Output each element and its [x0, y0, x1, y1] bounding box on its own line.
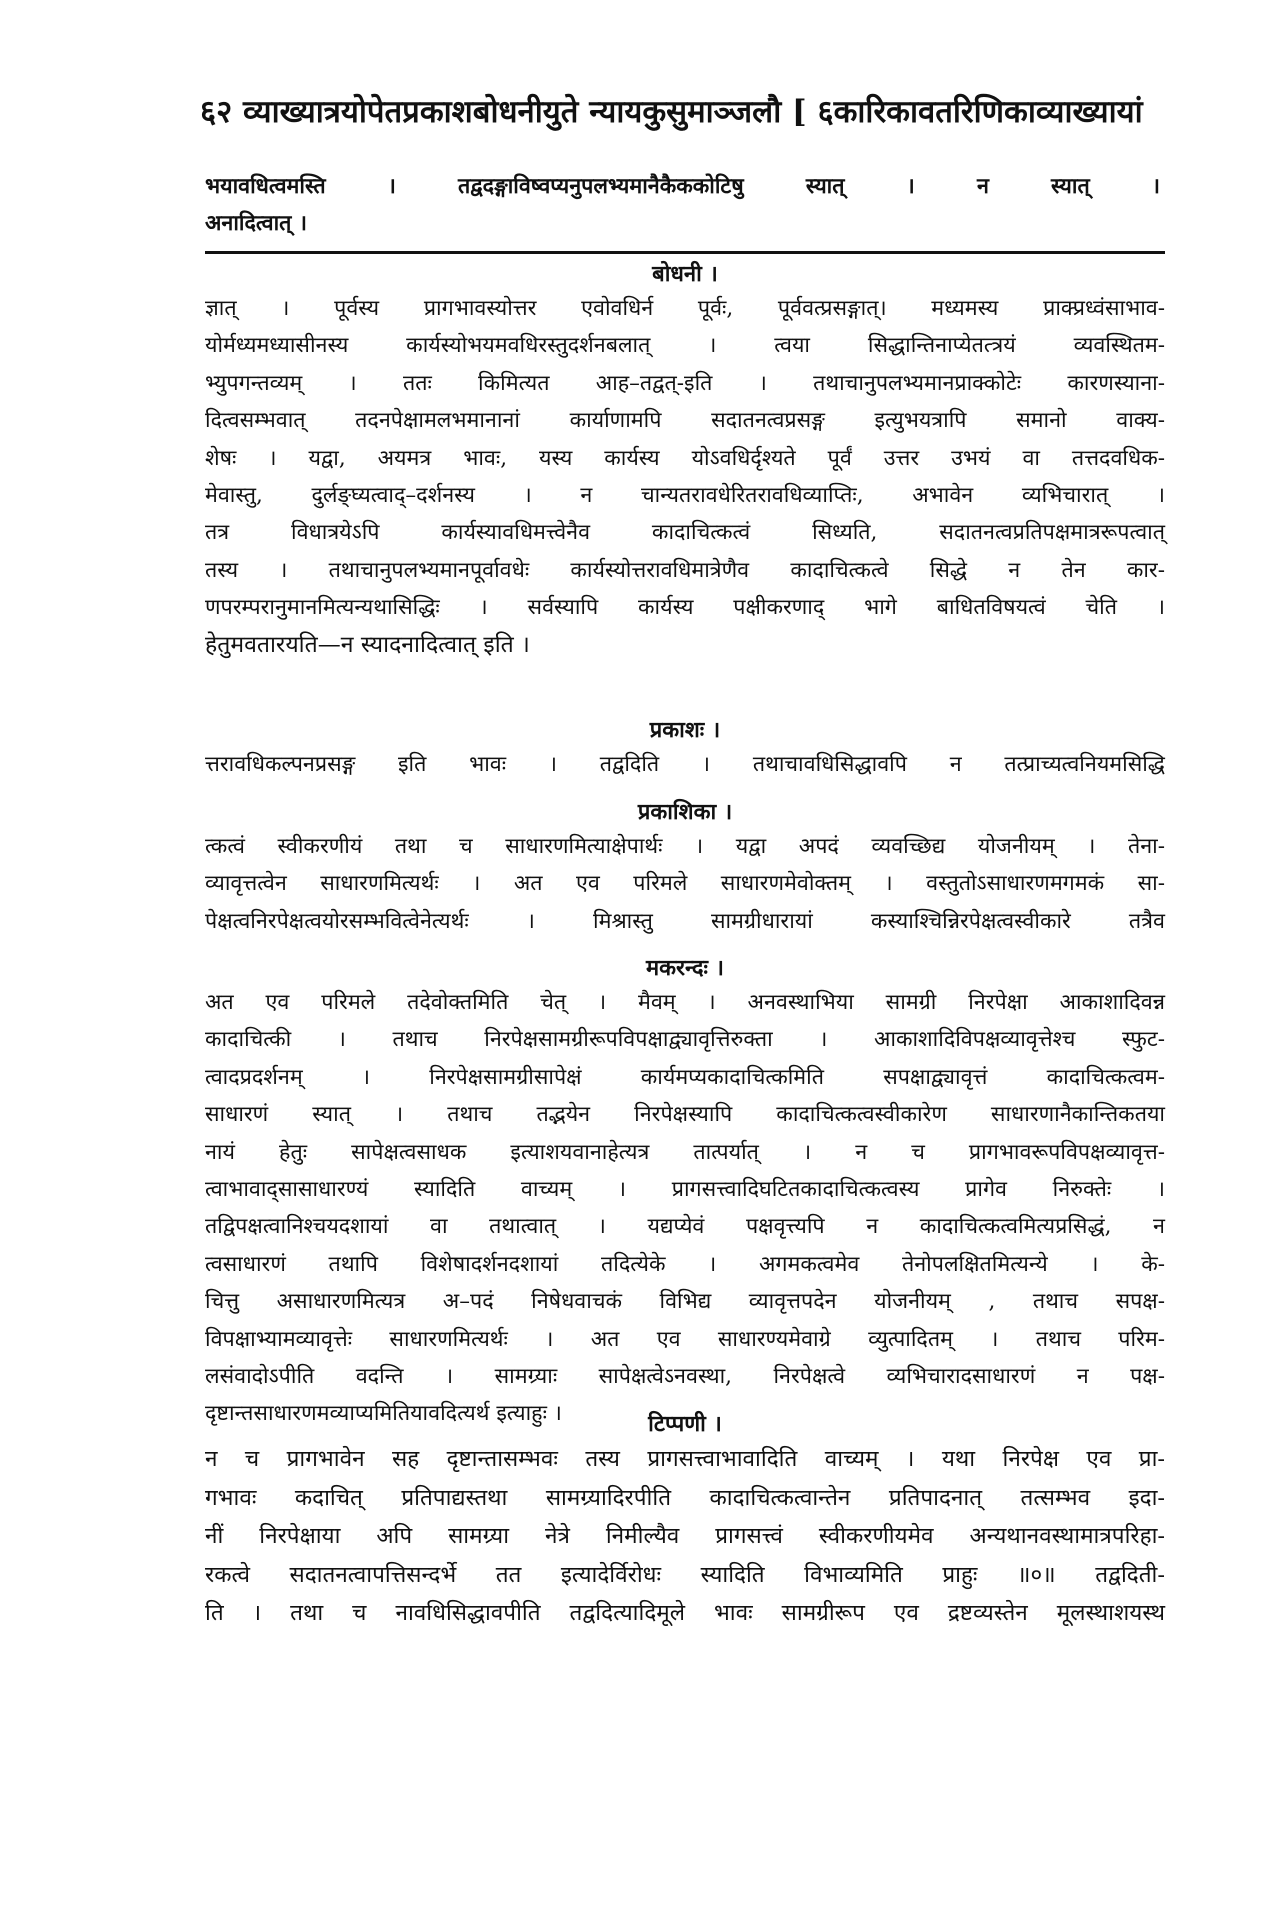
text-line: भ्युपगन्तव्यम् । ततः किमित्यत आह–तद्वत्-इति । तथाचानुपलभ्यमानप्राक्कोटेः कारणस्याना- [205, 370, 1165, 396]
text-line: तत्र विधात्रयेऽपि कार्यस्यावधिमत्त्वेनैव कादाचित्कत्वं सिध्यति, सदातनत्वप्रतिपक्षमात्ररूपत्वात् [205, 520, 1165, 546]
text-line: न च प्रागभावेन सह दृष्टान्तासम्भवः तस्य प्रागसत्त्वाभावादिति वाच्यम् । यथा निरपेक्ष एव प्रा- [205, 1446, 1165, 1472]
text-line: रकत्वे सदातनत्वापत्तिसन्दर्भे तत इत्यादेर्विरोधः स्यादिति विभाव्यमिति प्राहुः ॥०॥ तद्वदिती- [205, 1561, 1165, 1588]
section-heading: प्रकाशः । [649, 717, 721, 743]
section-prakashika [205, 796, 1165, 940]
text-line: नीं निरपेक्षाया अपि सामग्र्या नेत्रे निमील्यैव प्रागसत्त्वं स्वीकरणीयमेव अन्यथानवस्थामात्रपरिहा- [205, 1523, 1165, 1549]
text-line: दित्वसम्भवात् तदनपेक्षामलभमानानां कार्याणामपि सदातनत्वप्रसङ्ग इत्युभयत्रापि समानो वाक्य- [205, 408, 1165, 434]
text-line: त्वसाधारणं तथापि विशेषादर्शनदशायां तदित्येके । अगमकत्वमेव तेनोपलक्षितमित्यन्ये । के- [205, 1251, 1165, 1277]
mula-text [205, 168, 1160, 243]
section-heading: टिप्पणी । [648, 1411, 722, 1437]
text-line: त्तरावधिकल्पनप्रसङ्ग इति भावः । तद्वदिति । तथाचावधिसिद्धावपि न तत्प्राच्यत्वनियमसिद्धि [205, 752, 1165, 777]
text-line: णपरम्परानुमानमित्यन्यथासिद्धिः । सर्वस्यापि कार्यस्य पक्षीकरणाद् भागे बाधितविषयत्वं चेति । [205, 595, 1165, 621]
text-line: त्वाभावाद्सासाधारण्यं स्यादिति वाच्यम् । प्रागसत्त्वादिघटितकादाचित्कत्वस्य प्रागेव निरुक्तेः । [205, 1177, 1165, 1203]
section-heading: बोधनी । [652, 261, 718, 287]
text-line: पेक्षत्वनिरपेक्षत्वयोरसम्भवित्वेनेत्यर्थः । मिश्रास्तु सामग्रीधारायां कस्याश्चिन्निरपेक्षत्वस्वीकारे तत्रैव [205, 908, 1165, 934]
header-rule [205, 251, 1165, 254]
mula-line: अनादित्वात् । [205, 211, 308, 237]
text-line: व्यावृत्तत्वेन साधारणमित्यर्थः । अत एव परिमले साधारणमेवोक्तम् । वस्तुतोऽसाधारणमगमकं सा- [205, 871, 1165, 897]
mula-line: भयावधित्वमस्ति । तद्वदङ्गाविष्वप्यनुपलभ्यमानैकैककोटिषु स्यात् । न स्यात् । [205, 174, 1160, 199]
section-heading: मकरन्दः । [646, 955, 724, 981]
text-line: मेवास्तु, दुर्लङ्घ्यत्वाद्–दर्शनस्य । न चान्यतरावधेरितरावधिव्याप्तिः, अभावेन व्यभिचारात् । [205, 483, 1165, 509]
text-line: दृष्टान्तसाधारणमव्याप्यमितियावदित्यर्थ इत्याहुः । [205, 1401, 562, 1427]
section-heading: प्रकाशिका । [637, 799, 733, 825]
text-line: योर्मध्यमध्यासीनस्य कार्यस्योभयमवधिरस्तुदर्शनबलात् । त्वया सिद्धान्तिनाप्येतत्त्रयं व्यवस्थितम- [205, 333, 1165, 359]
text-line: त्कत्वं स्वीकरणीयं तथा च साधारणमित्याक्षेपार्थः । यद्वा अपदं व्यवच्छिद्य योजनीयम् । तेना- [205, 834, 1165, 859]
text-line: अत एव परिमले तदेवोक्तमिति चेत् । मैवम् । अनवस्थाभिया सामग्री निरपेक्षा आकाशादिवन्न [205, 990, 1165, 1015]
text-line: लसंवादोऽपीति वदन्ति । सामग्र्याः सापेक्षत्वेऽनवस्था, निरपेक्षत्वे व्यभिचारादसाधारणं न पक्ष- [205, 1364, 1165, 1390]
text-line: साधारणं स्यात् । तथाच तद्भयेन निरपेक्षस्यापि कादाचित्कत्वस्वीकारेण साधारणानैकान्तिकतया [205, 1102, 1165, 1128]
section-prakasha [205, 714, 1165, 783]
text-line: चित्तु असाधारणमित्यत्र अ–पदं निषेधवाचकं विभिद्य व्यावृत्तपदेन योजनीयम् , तथाच सपक्ष- [205, 1289, 1165, 1315]
text-line: गभावः कदाचित् प्रतिपाद्यस्तथा सामग्र्यादिरपीति कादाचित्कत्वान्तेन प्रतिपादनात् तत्सम्भव इदा- [205, 1484, 1165, 1511]
text-line: तस्य । तथाचानुपलभ्यमानपूर्वावधेः कार्यस्योत्तरावधिमात्रेणैव कादाचित्कत्वे सिद्धे न तेन कार- [205, 557, 1165, 583]
section-bodhani [205, 258, 1165, 664]
text-line: ज्ञात् । पूर्वस्य प्रागभावस्योत्तर एवोवधिर्न पूर्वः, पूर्ववत्प्रसङ्गात्। मध्यमस्य प्राक्प्रध्वंसाभाव- [205, 296, 1165, 321]
text-line: कादाचित्की । तथाच निरपेक्षसामग्रीरूपविपक्षाद्व्यावृत्तिरुक्ता । आकाशादिविपक्षव्यावृत्तेश्च स्फुट- [205, 1027, 1165, 1053]
text-line: ति । तथा च नावधिसिद्धावपीति तद्वदित्यादिमूले भावः सामग्रीरूप एव द्रष्टव्यस्तेन मूलस्थाशयस्थ [205, 1600, 1165, 1626]
text-line: शेषः । यद्वा, अयमत्र भावः, यस्य कार्यस्य योऽवधिर्दृश्यते पूर्वं उत्तर उभयं वा तत्तदवधिक- [205, 445, 1165, 471]
text-line: हेतुमवतारयति—न स्यादनादित्वात् इति । [205, 631, 530, 658]
section-tippani [205, 1408, 1165, 1633]
text-line: तद्विपक्षत्वानिश्चयदशायां वा तथात्वात् । यद्यप्येवं पक्षवृत्त्यपि न कादाचित्कत्वमित्यप्रसिद्धं, न [205, 1214, 1165, 1240]
text-line: विपक्षाभ्यामव्यावृत्तेः साधारणमित्यर्थः । अत एव साधारण्यमेवाग्रे व्युत्पादितम् । तथाच परिम- [205, 1326, 1165, 1352]
text-line: नायं हेतुः सापेक्षत्वसाधक इत्याशयवानाहेत्यत्र तात्पर्यात् । न च प्रागभावरूपविपक्षव्यावृत्त- [205, 1139, 1165, 1165]
section-makaranda [205, 952, 1165, 1433]
running-header: ६२ व्याख्यात्रयोपेतप्रकाशबोधनीयुते न्यायकुसुमाञ्जलौ [ ६कारिकावतरिणिकाव्याख्यायां [200, 94, 1143, 130]
text-line: त्वादप्रदर्शनम् । निरपेक्षसामग्रीसापेक्षं कार्यमप्यकादाचित्कमिति सपक्षाद्व्यावृत्तं कादाचित्कत्वम- [205, 1064, 1165, 1090]
